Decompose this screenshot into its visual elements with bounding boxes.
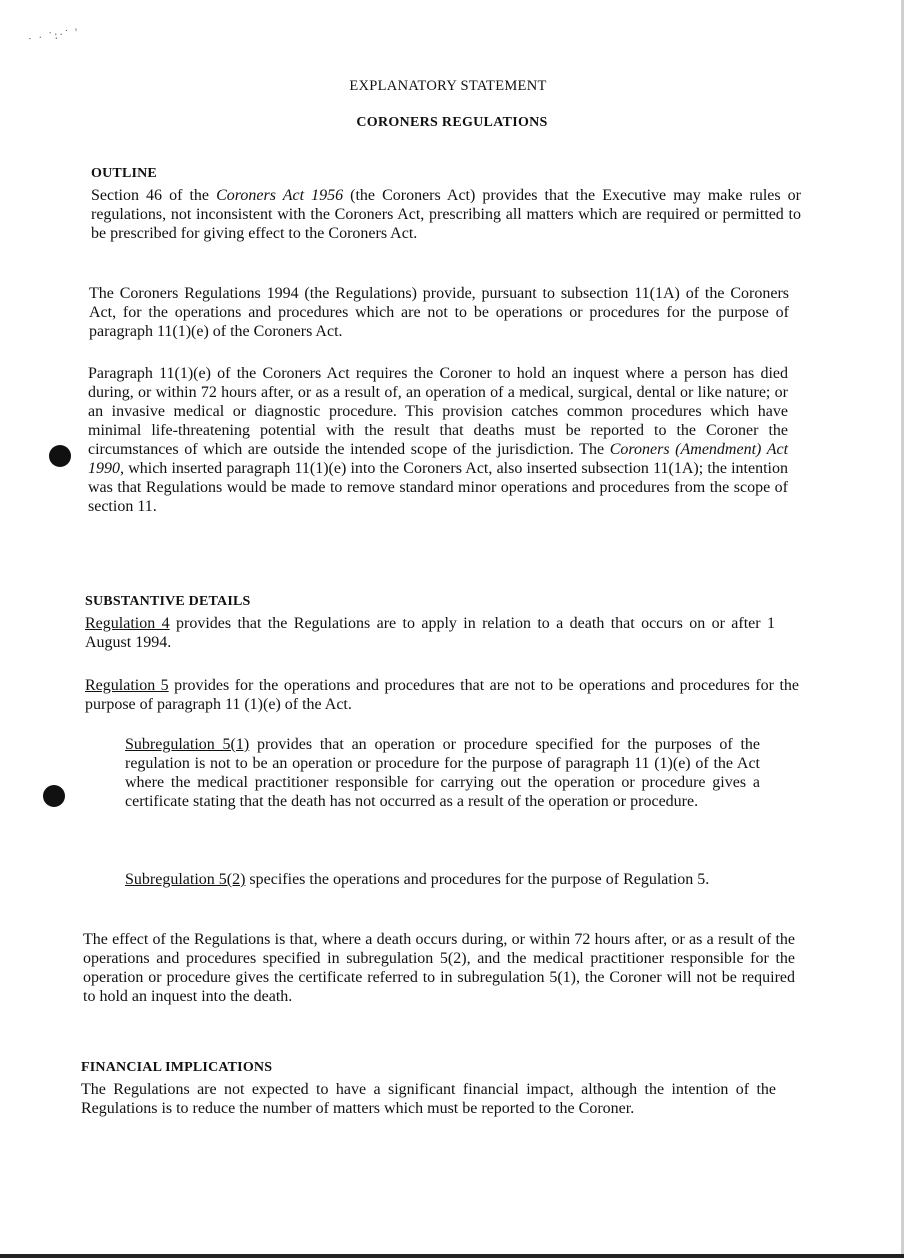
subregulation-5-2-label: Subregulation 5(2) [125, 871, 246, 888]
outline-paragraph-2: The Coroners Regulations 1994 (the Regulations) provide, pursuant to subsection 11(1A) of the Coroners Act, for the operations and procedures which are not to be operations or procedures for the purpose of paragraph 11(1)(e) of the Coroners Act. [89, 285, 789, 340]
outline-p1-text-b: (the Coroners Act) provides that the Executive may make rules or regulations, not inconsistent with the Coroners Act, prescribing all matters which are required or permitted to be prescribed for giving effect to the Coroners Act. [91, 187, 802, 242]
amendment-act-name: Coroners (Amendment) Act 1990 [88, 441, 789, 477]
regulation-4-label: Regulation 4 [85, 615, 170, 632]
outline-p1-text-a: Section 46 of the [91, 187, 217, 204]
outline-heading: OUTLINE [91, 166, 157, 181]
subregulation-5-2-text: specifies the operations and procedures for the purpose of Regulation 5. [245, 871, 710, 888]
outline-paragraph-3 [88, 364, 788, 516]
scan-speckle: · · ˙:·˙ ' [27, 26, 81, 46]
substantive-heading: SUBSTANTIVE DETAILS [85, 594, 251, 609]
bottom-rule [0, 1254, 904, 1258]
punch-hole-top [49, 445, 71, 467]
subregulation-5-1-label: Subregulation 5(1) [125, 736, 250, 753]
financial-heading: FINANCIAL IMPLICATIONS [81, 1060, 273, 1075]
effect-paragraph: The effect of the Regulations is that, where a death occurs during, or within 72 hours after, or as a result of the operations and procedures specified in subregulation 5(2), and the medical practitioner responsible for the operation or procedure gives the certificate referred to in subregulation 5(1), the Coroner will not be required to hold an inquest into the death. [83, 931, 795, 1005]
regulation-5-paragraph [85, 676, 799, 714]
financial-paragraph: The Regulations are not expected to have a significant financial impact, although the intention of the Regulations is to reduce the number of matters which must be reported to the Coroner. [81, 1081, 776, 1117]
punch-hole-bottom [43, 785, 65, 807]
regulation-4-text: provides that the Regulations are to apply in relation to a death that occurs on or after 1 August 1994. [85, 615, 775, 651]
document-title: EXPLANATORY STATEMENT [349, 78, 547, 94]
outline-paragraph-1 [91, 186, 801, 243]
outline-p3-text-a: Paragraph 11(1)(e) of the Coroners Act requires the Coroner to hold an inquest where a person has died during, or within 72 hours after, or as a result of, an operation of a medical, surgical, dental or like nature; or an invasive medical or diagnostic procedure. This provision catches common procedures which have minimal life-threatening potential with the result that deaths must be reported to the Coroner the circumstances of which are outside the intended scope of the jurisdiction. The [88, 365, 788, 458]
act-name: Coroners Act 1956 [216, 187, 344, 204]
regulation-5-text: provides for the operations and procedures that are not to be operations and procedures for the purpose of paragraph 11 (1)(e) of the Act. [85, 677, 799, 713]
document-subtitle: CORONERS REGULATIONS [356, 115, 548, 130]
regulation-5-label: Regulation 5 [85, 677, 169, 694]
regulation-4-paragraph [85, 614, 775, 652]
subregulation-5-2-paragraph [125, 870, 755, 889]
outline-p3-text-b: , which inserted paragraph 11(1)(e) into the Coroners Act, also inserted subsection 11(1A); the intention was that Regulations would be made to remove standard minor operations and procedures from the scope of section 11. [88, 460, 788, 515]
subregulation-5-1-text: provides that an operation or procedure specified for the purposes of the regulation is not to be an operation or procedure for the purpose of paragraph 11 (1)(e) of the Act where the medical practitioner responsible for carrying out the operation or procedure gives a certificate stating that the death has not occurred as a result of the operation or procedure. [125, 736, 760, 810]
subregulation-5-1-paragraph [125, 735, 760, 811]
